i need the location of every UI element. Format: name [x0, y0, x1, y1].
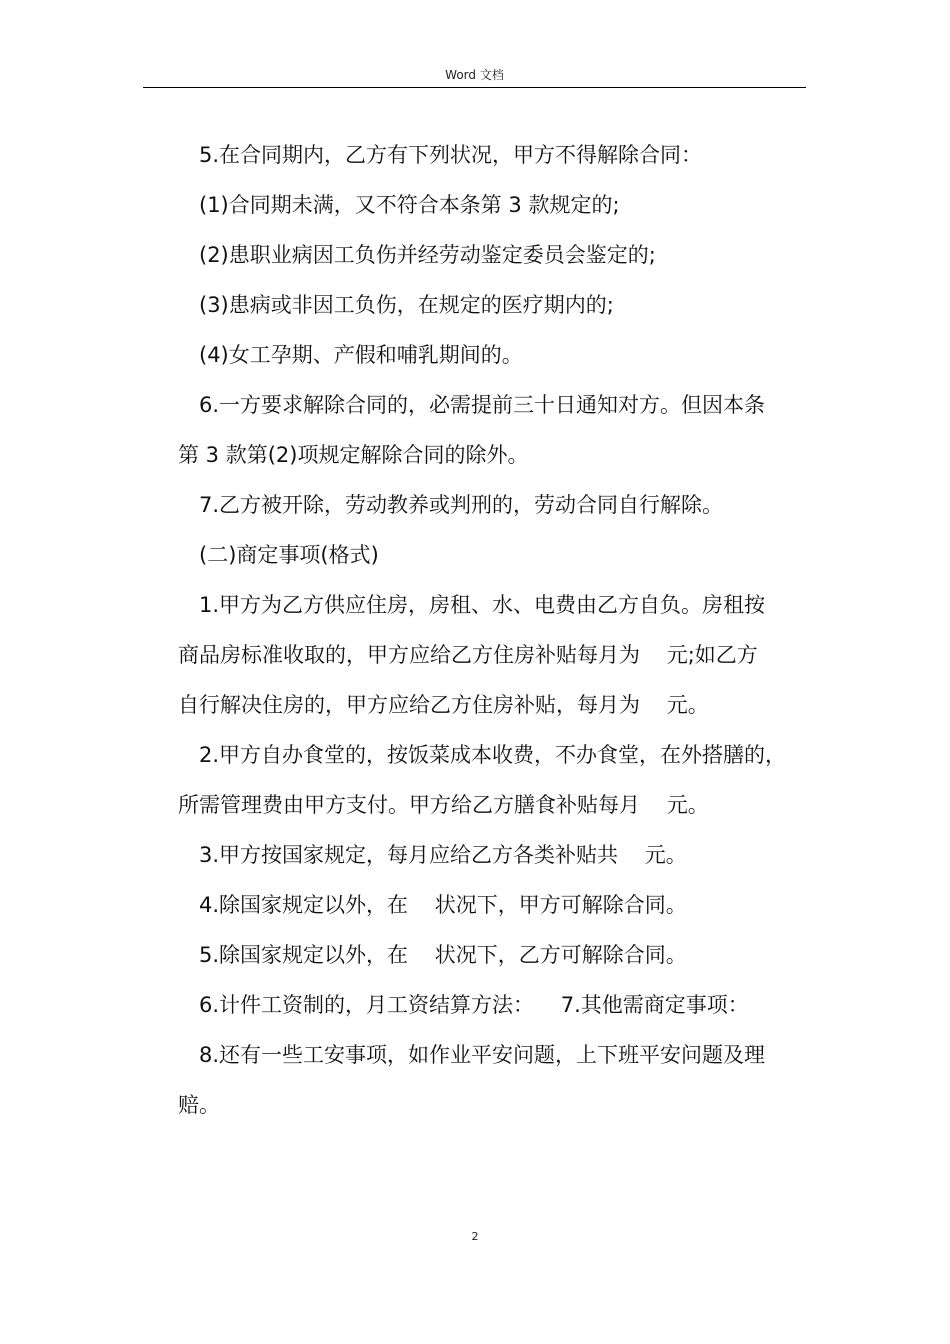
- paragraph-line: 2.甲方自办食堂的，按饭菜成本收费，不办食堂，在外搭膳的，: [199, 743, 787, 767]
- paragraph-line: 4.除国家规定以外，在 状况下，甲方可解除合同。: [199, 893, 687, 917]
- paragraph-line: 所需管理费由甲方支付。甲方给乙方膳食补贴每月 元。: [178, 793, 709, 817]
- paragraph-line: 6.计件工资制的，月工资结算方法： 7.其他需商定事项：: [199, 993, 749, 1017]
- paragraph-line: (3)患病或非因工负伤，在规定的医疗期内的;: [199, 293, 614, 317]
- paragraph-line: (1)合同期未满，又不符合本条第 3 款规定的;: [199, 193, 620, 217]
- document-body: [178, 130, 803, 1130]
- paragraph-line: 商品房标准收取的，甲方应给乙方住房补贴每月为 元;如乙方: [178, 643, 758, 667]
- paragraph-line: (4)女工孕期、产假和哺乳期间的。: [199, 343, 523, 367]
- page-number: 2: [471, 1230, 479, 1243]
- page-header: Word 文档: [445, 68, 504, 82]
- paragraph-line: (2)患职业病因工负伤并经劳动鉴定委员会鉴定的;: [199, 243, 656, 267]
- paragraph-line: 赔。: [178, 1093, 220, 1117]
- paragraph-line: 8.还有一些工安事项，如作业平安问题，上下班平安问题及理: [199, 1043, 766, 1067]
- paragraph-line: 5.在合同期内，乙方有下列状况，甲方不得解除合同：: [199, 143, 703, 167]
- paragraph-line: (二)商定事项(格式): [199, 543, 379, 567]
- header-rule: [143, 87, 806, 88]
- paragraph-line: 6.一方要求解除合同的，必需提前三十日通知对方。但因本条: [199, 393, 766, 417]
- paragraph-line: 1.甲方为乙方供应住房，房租、水、电费由乙方自负。房租按: [199, 593, 766, 617]
- paragraph-line: 第 3 款第(2)项规定解除合同的除外。: [178, 443, 529, 467]
- paragraph-line: 7.乙方被开除，劳动教养或判刑的，劳动合同自行解除。: [199, 493, 724, 517]
- paragraph-line: 5.除国家规定以外，在 状况下，乙方可解除合同。: [199, 943, 687, 967]
- paragraph-line: 自行解决住房的，甲方应给乙方住房补贴，每月为 元。: [178, 693, 709, 717]
- paragraph-line: 3.甲方按国家规定，每月应给乙方各类补贴共 元。: [199, 843, 687, 867]
